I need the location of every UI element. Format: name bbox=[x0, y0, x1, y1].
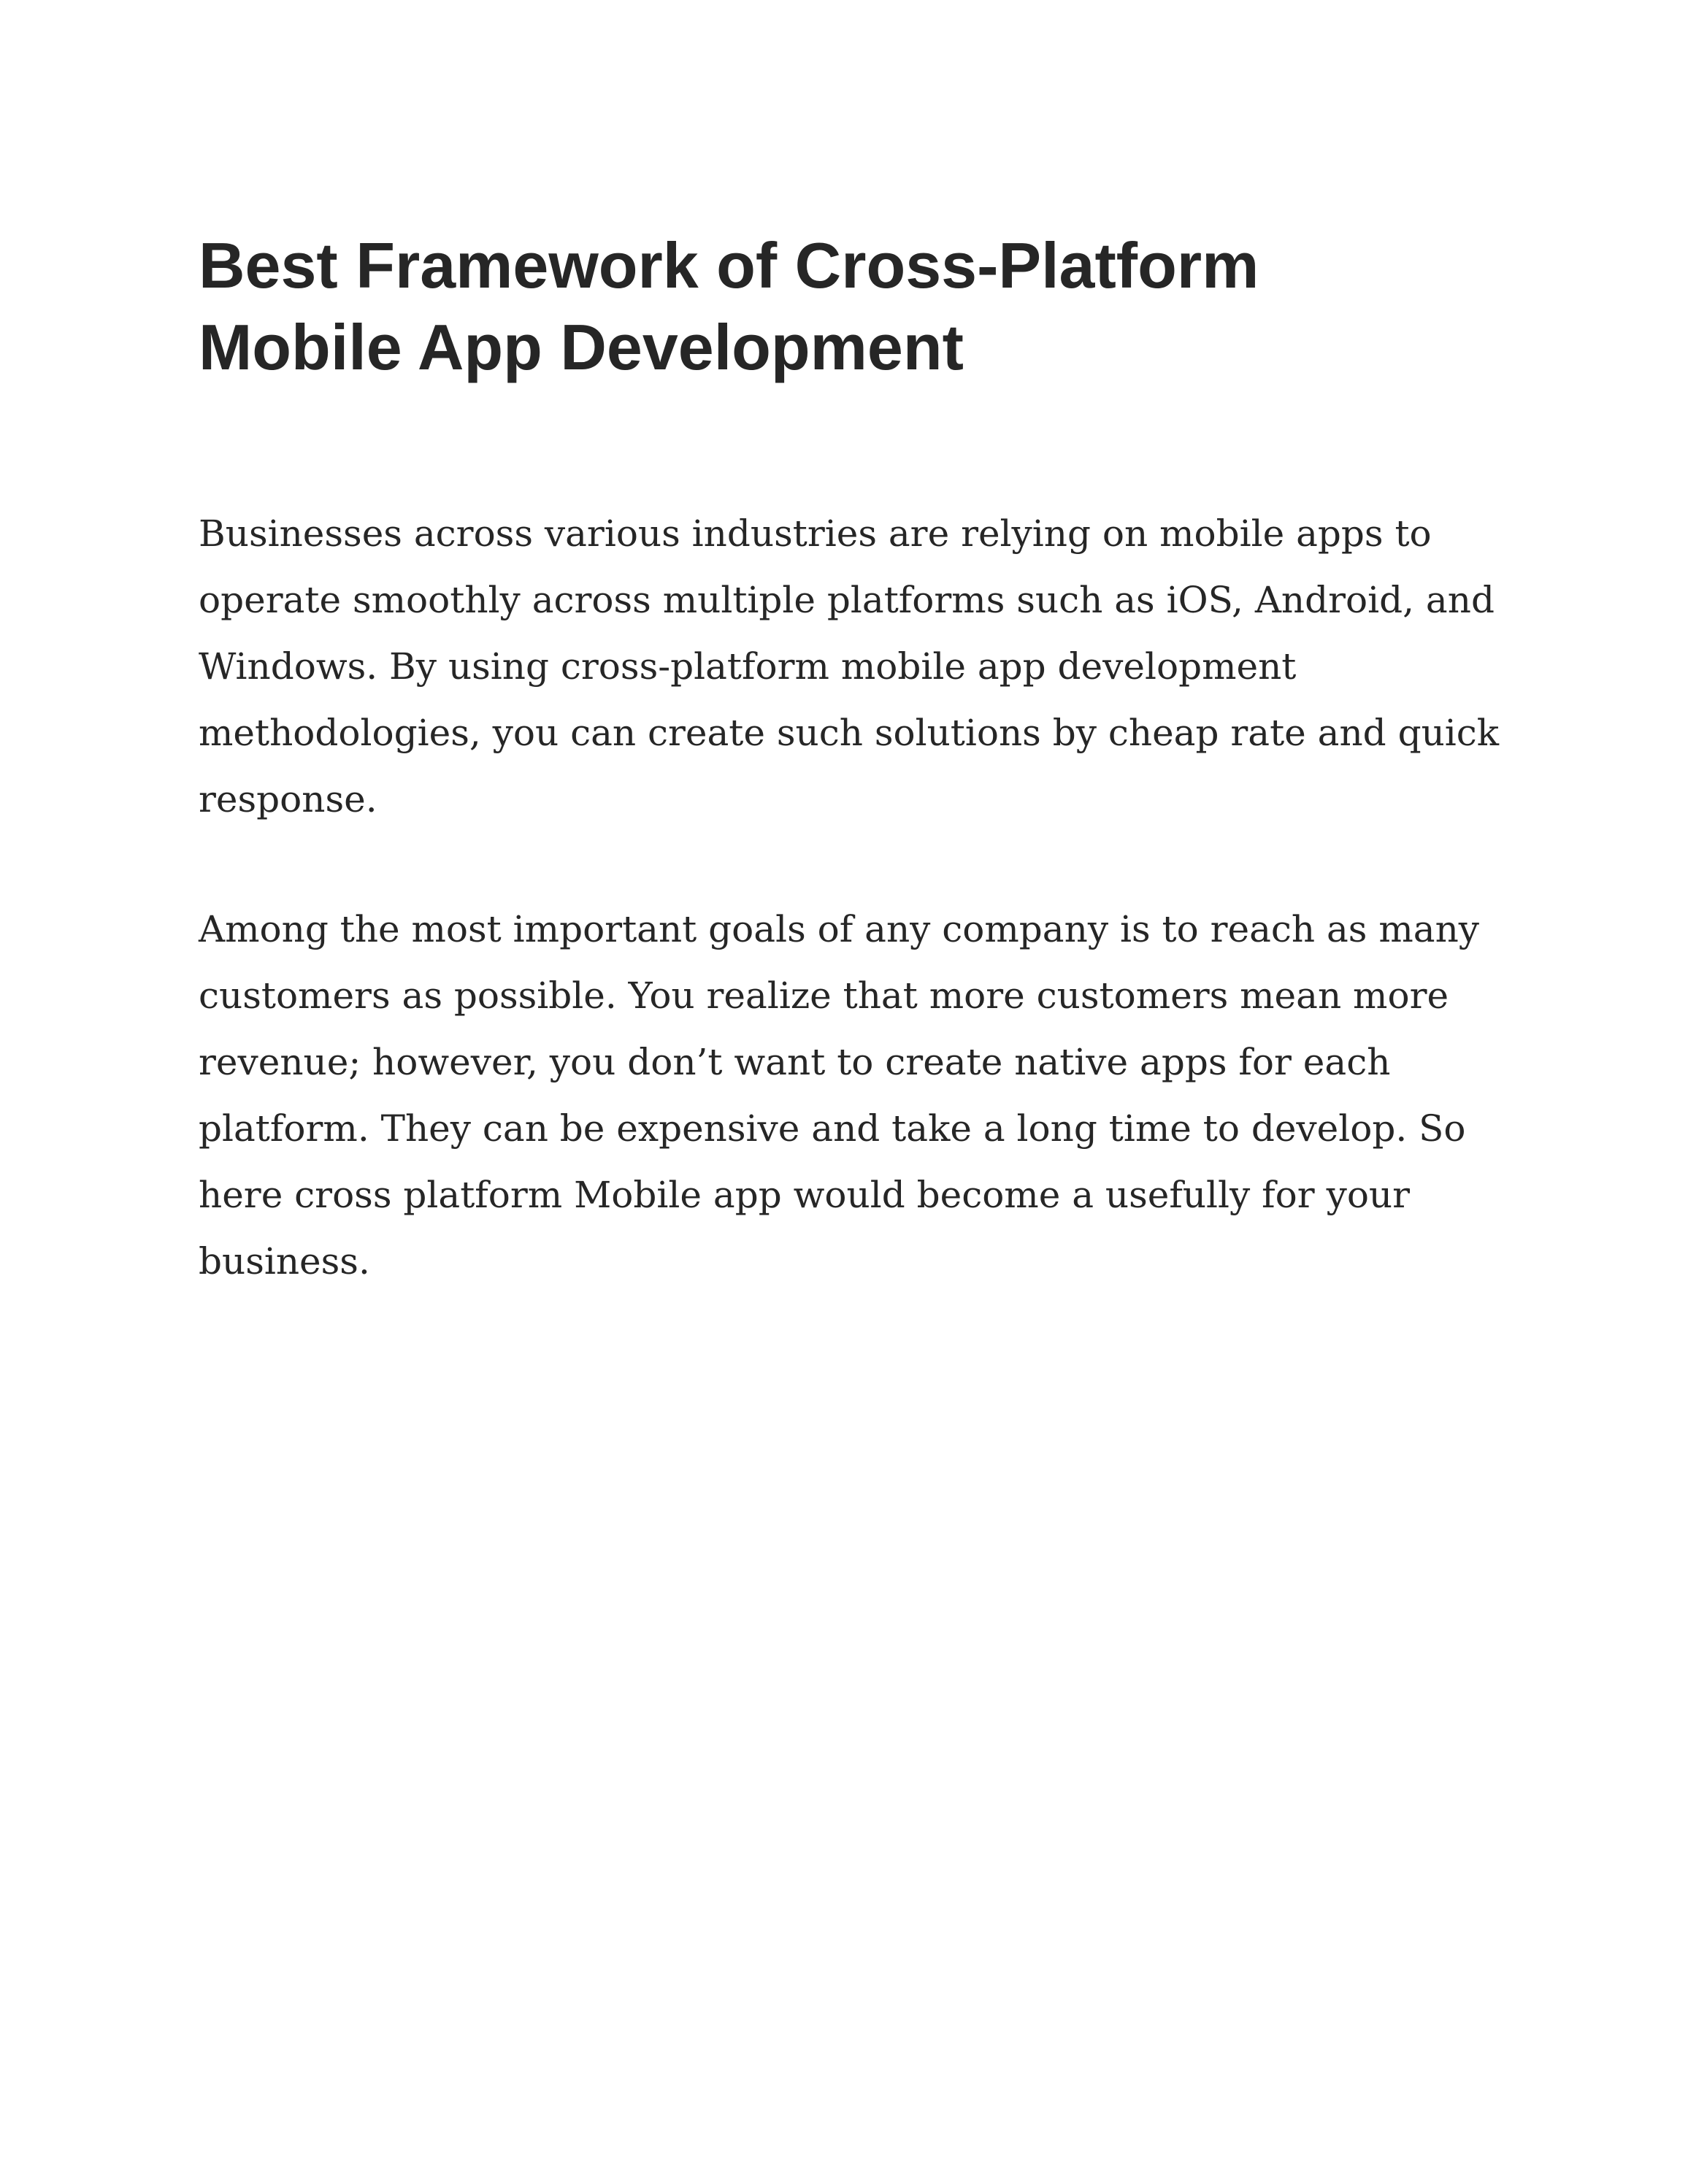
paragraph-line: customers as possible. You realize that more customers mean more bbox=[199, 974, 1449, 1017]
title-line: Mobile App Development bbox=[199, 311, 964, 383]
paragraph-line: methodologies, you can create such solutions by cheap rate and quick bbox=[199, 712, 1500, 754]
paragraph-line: revenue; however, you don’t want to create native apps for each bbox=[199, 1041, 1391, 1083]
paragraph-line: Businesses across various industries are relying on mobile apps to bbox=[199, 512, 1432, 555]
paragraph-line: platform. They can be expensive and take a long time to develop. So bbox=[199, 1107, 1466, 1150]
paragraph-line: Windows. By using cross-platform mobile app development bbox=[199, 645, 1297, 688]
title-line: Best Framework of Cross-Platform bbox=[199, 229, 1259, 301]
paragraph-line: operate smoothly across multiple platforms such as iOS, Android, and bbox=[199, 579, 1495, 621]
paragraph-line: Among the most important goals of any company is to reach as many bbox=[199, 908, 1480, 950]
body-paragraph-1 bbox=[199, 501, 1513, 833]
body-paragraph-2 bbox=[199, 896, 1513, 1295]
paragraph-line: business. bbox=[199, 1240, 370, 1283]
page-title bbox=[199, 225, 1549, 388]
paragraph-line: here cross platform Mobile app would become a usefully for your bbox=[199, 1174, 1411, 1216]
paragraph-line: response. bbox=[199, 778, 377, 820]
